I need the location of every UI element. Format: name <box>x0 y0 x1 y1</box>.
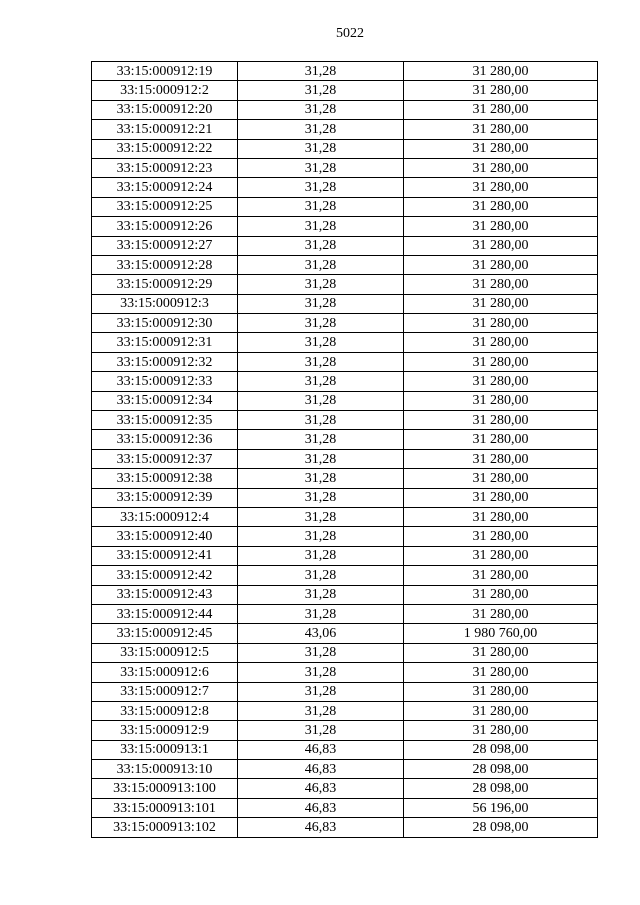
area-cell: 31,28 <box>238 430 404 449</box>
area-cell: 31,28 <box>238 488 404 507</box>
cadastral-value-cell: 28 098,00 <box>404 779 598 798</box>
cadastral-number-cell: 33:15:000912:42 <box>92 566 238 585</box>
cadastral-number-cell: 33:15:000912:6 <box>92 663 238 682</box>
cadastral-number-cell: 33:15:000912:19 <box>92 62 238 81</box>
cadastral-value-cell: 31 280,00 <box>404 546 598 565</box>
table-row <box>92 391 598 410</box>
cadastral-number-cell: 33:15:000912:44 <box>92 604 238 623</box>
area-cell: 46,83 <box>238 818 404 837</box>
cadastral-value-cell: 31 280,00 <box>404 701 598 720</box>
cadastral-number-cell: 33:15:000912:24 <box>92 178 238 197</box>
cadastral-value-cell: 31 280,00 <box>404 275 598 294</box>
cadastral-value-cell: 31 280,00 <box>404 566 598 585</box>
cadastral-number-cell: 33:15:000913:100 <box>92 779 238 798</box>
area-cell: 31,28 <box>238 546 404 565</box>
table-row <box>92 352 598 371</box>
area-cell: 31,28 <box>238 701 404 720</box>
cadastral-value-cell: 31 280,00 <box>404 682 598 701</box>
cadastral-number-cell: 33:15:000912:31 <box>92 333 238 352</box>
cadastral-number-cell: 33:15:000912:25 <box>92 197 238 216</box>
area-cell: 46,83 <box>238 760 404 779</box>
cadastral-number-cell: 33:15:000912:9 <box>92 721 238 740</box>
cadastral-number-cell: 33:15:000912:34 <box>92 391 238 410</box>
cadastral-value-cell: 31 280,00 <box>404 391 598 410</box>
table-row <box>92 294 598 313</box>
table-row <box>92 178 598 197</box>
cadastral-value-cell: 31 280,00 <box>404 430 598 449</box>
area-cell: 31,28 <box>238 255 404 274</box>
cadastral-number-cell: 33:15:000912:43 <box>92 585 238 604</box>
cadastral-value-cell: 28 098,00 <box>404 760 598 779</box>
table-row <box>92 624 598 643</box>
cadastral-value-cell: 31 280,00 <box>404 158 598 177</box>
cadastral-value-cell: 31 280,00 <box>404 81 598 100</box>
table-row <box>92 546 598 565</box>
cadastral-number-cell: 33:15:000912:23 <box>92 158 238 177</box>
table-row <box>92 760 598 779</box>
cadastral-number-cell: 33:15:000912:35 <box>92 411 238 430</box>
cadastral-value-cell: 31 280,00 <box>404 62 598 81</box>
cadastral-number-cell: 33:15:000912:32 <box>92 352 238 371</box>
table-row <box>92 469 598 488</box>
area-cell: 46,83 <box>238 779 404 798</box>
table-row <box>92 488 598 507</box>
cadastral-number-cell: 33:15:000912:30 <box>92 314 238 333</box>
cadastral-number-cell: 33:15:000912:39 <box>92 488 238 507</box>
area-cell: 31,28 <box>238 721 404 740</box>
table-row <box>92 740 598 759</box>
cadastral-number-cell: 33:15:000912:2 <box>92 81 238 100</box>
table-row <box>92 158 598 177</box>
cadastral-number-cell: 33:15:000912:41 <box>92 546 238 565</box>
table-row <box>92 120 598 139</box>
table-row <box>92 721 598 740</box>
area-cell: 31,28 <box>238 604 404 623</box>
table-row <box>92 430 598 449</box>
table-row <box>92 798 598 817</box>
cadastral-value-cell: 31 280,00 <box>404 236 598 255</box>
area-cell: 31,28 <box>238 236 404 255</box>
area-cell: 31,28 <box>238 663 404 682</box>
cadastral-value-cell: 56 196,00 <box>404 798 598 817</box>
cadastral-value-cell: 31 280,00 <box>404 314 598 333</box>
cadastral-value-cell: 31 280,00 <box>404 449 598 468</box>
cadastral-value-cell: 31 280,00 <box>404 663 598 682</box>
area-cell: 31,28 <box>238 314 404 333</box>
table-row <box>92 527 598 546</box>
area-cell: 31,28 <box>238 352 404 371</box>
cadastral-value-table <box>91 61 598 838</box>
cadastral-value-cell: 31 280,00 <box>404 178 598 197</box>
cadastral-number-cell: 33:15:000912:3 <box>92 294 238 313</box>
area-cell: 31,28 <box>238 333 404 352</box>
table-row <box>92 643 598 662</box>
cadastral-value-cell: 31 280,00 <box>404 100 598 119</box>
cadastral-number-cell: 33:15:000912:45 <box>92 624 238 643</box>
table-row <box>92 217 598 236</box>
page-number: 5022 <box>336 26 364 41</box>
cadastral-value-cell: 31 280,00 <box>404 411 598 430</box>
cadastral-value-cell: 31 280,00 <box>404 352 598 371</box>
cadastral-value-cell: 31 280,00 <box>404 120 598 139</box>
area-cell: 46,83 <box>238 740 404 759</box>
table-row <box>92 197 598 216</box>
table-row <box>92 411 598 430</box>
cadastral-value-cell: 31 280,00 <box>404 139 598 158</box>
table-row <box>92 682 598 701</box>
table-row <box>92 701 598 720</box>
area-cell: 31,28 <box>238 158 404 177</box>
area-cell: 31,28 <box>238 469 404 488</box>
table-row <box>92 585 598 604</box>
area-cell: 31,28 <box>238 62 404 81</box>
table-row <box>92 663 598 682</box>
cadastral-value-cell: 31 280,00 <box>404 372 598 391</box>
cadastral-value-cell: 31 280,00 <box>404 294 598 313</box>
cadastral-value-cell: 31 280,00 <box>404 255 598 274</box>
cadastral-number-cell: 33:15:000912:38 <box>92 469 238 488</box>
area-cell: 31,28 <box>238 217 404 236</box>
cadastral-number-cell: 33:15:000913:10 <box>92 760 238 779</box>
cadastral-value-cell: 31 280,00 <box>404 527 598 546</box>
area-cell: 31,28 <box>238 197 404 216</box>
area-cell: 31,28 <box>238 527 404 546</box>
table-row <box>92 62 598 81</box>
area-cell: 31,28 <box>238 294 404 313</box>
cadastral-value-cell: 31 280,00 <box>404 604 598 623</box>
cadastral-number-cell: 33:15:000912:21 <box>92 120 238 139</box>
area-cell: 31,28 <box>238 100 404 119</box>
area-cell: 31,28 <box>238 391 404 410</box>
cadastral-value-cell: 31 280,00 <box>404 643 598 662</box>
cadastral-value-cell: 31 280,00 <box>404 469 598 488</box>
cadastral-number-cell: 33:15:000912:27 <box>92 236 238 255</box>
cadastral-number-cell: 33:15:000912:7 <box>92 682 238 701</box>
cadastral-value-cell: 31 280,00 <box>404 217 598 236</box>
area-cell: 31,28 <box>238 120 404 139</box>
area-cell: 31,28 <box>238 275 404 294</box>
area-cell: 31,28 <box>238 372 404 391</box>
cadastral-number-cell: 33:15:000912:33 <box>92 372 238 391</box>
cadastral-number-cell: 33:15:000913:1 <box>92 740 238 759</box>
cadastral-value-cell: 1 980 760,00 <box>404 624 598 643</box>
table-row <box>92 779 598 798</box>
cadastral-value-cell: 31 280,00 <box>404 507 598 526</box>
table-body <box>92 62 598 838</box>
area-cell: 31,28 <box>238 449 404 468</box>
cadastral-value-cell: 28 098,00 <box>404 818 598 837</box>
table-row <box>92 236 598 255</box>
cadastral-number-cell: 33:15:000912:40 <box>92 527 238 546</box>
area-cell: 31,28 <box>238 178 404 197</box>
area-cell: 31,28 <box>238 411 404 430</box>
table-row <box>92 314 598 333</box>
cadastral-number-cell: 33:15:000912:5 <box>92 643 238 662</box>
table-row <box>92 818 598 837</box>
cadastral-value-cell: 28 098,00 <box>404 740 598 759</box>
cadastral-number-cell: 33:15:000912:4 <box>92 507 238 526</box>
area-cell: 31,28 <box>238 81 404 100</box>
cadastral-value-cell: 31 280,00 <box>404 721 598 740</box>
cadastral-number-cell: 33:15:000912:36 <box>92 430 238 449</box>
cadastral-number-cell: 33:15:000913:102 <box>92 818 238 837</box>
area-cell: 31,28 <box>238 643 404 662</box>
table-row <box>92 372 598 391</box>
table-row <box>92 507 598 526</box>
cadastral-number-cell: 33:15:000912:28 <box>92 255 238 274</box>
table-row <box>92 566 598 585</box>
cadastral-number-cell: 33:15:000912:22 <box>92 139 238 158</box>
area-cell: 31,28 <box>238 507 404 526</box>
table-row <box>92 100 598 119</box>
area-cell: 31,28 <box>238 585 404 604</box>
table-row <box>92 275 598 294</box>
cadastral-number-cell: 33:15:000912:26 <box>92 217 238 236</box>
cadastral-value-cell: 31 280,00 <box>404 197 598 216</box>
area-cell: 31,28 <box>238 566 404 585</box>
cadastral-value-cell: 31 280,00 <box>404 488 598 507</box>
table-row <box>92 255 598 274</box>
area-cell: 46,83 <box>238 798 404 817</box>
area-cell: 43,06 <box>238 624 404 643</box>
cadastral-number-cell: 33:15:000912:29 <box>92 275 238 294</box>
area-cell: 31,28 <box>238 682 404 701</box>
area-cell: 31,28 <box>238 139 404 158</box>
cadastral-number-cell: 33:15:000913:101 <box>92 798 238 817</box>
table-row <box>92 604 598 623</box>
cadastral-number-cell: 33:15:000912:37 <box>92 449 238 468</box>
cadastral-number-cell: 33:15:000912:8 <box>92 701 238 720</box>
table-row <box>92 139 598 158</box>
table-row <box>92 81 598 100</box>
cadastral-value-cell: 31 280,00 <box>404 585 598 604</box>
table-row <box>92 333 598 352</box>
cadastral-number-cell: 33:15:000912:20 <box>92 100 238 119</box>
cadastral-value-cell: 31 280,00 <box>404 333 598 352</box>
table-row <box>92 449 598 468</box>
